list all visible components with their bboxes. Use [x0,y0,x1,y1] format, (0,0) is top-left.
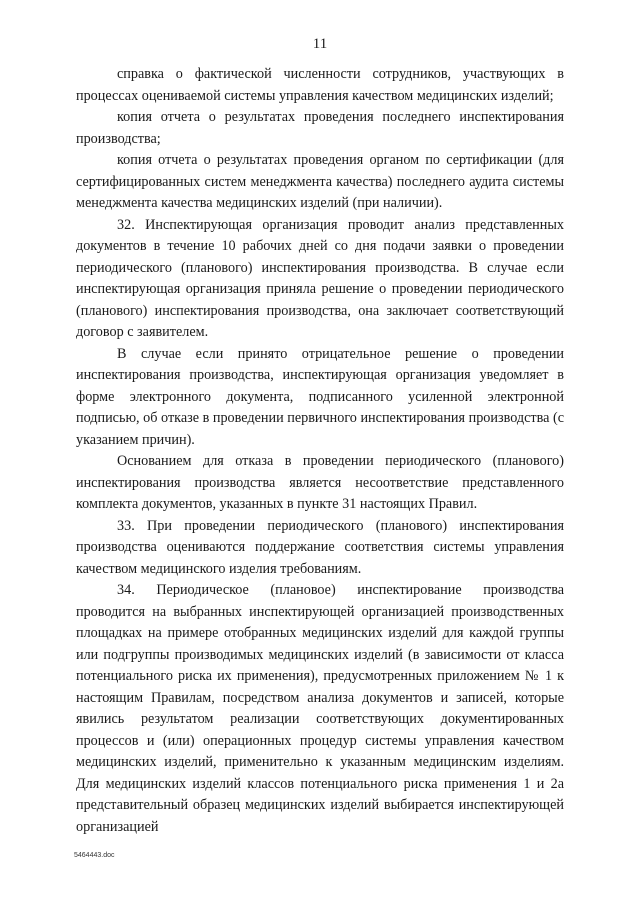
paragraph-item-32: 32. Инспектирующая организация проводит анализ представленных документов в течение 10 рабочих дней со дня подачи заявки о проведении периодического (планового) инспектирования производства. В случае если инспектирующая организация приняла решение о проведении периодического (планового) инспектирования производства, она заключает соответствующий договор с заявителем. [76,216,564,340]
page-number: 11 [312,36,328,52]
paragraph-certification-audit-report: копия отчета о результатах проведения органом по сертификации (для сертифицированных систем менеджмента качества) последнего аудита системы менеджмента качества медицинских изделий (при наличии). [76,152,564,211]
paragraph-negative-decision: В случае если принято отрицательное решение о проведении инспектирования производства, инспектирующая организация уведомляет в форме электронного документа, подписанного усиленной электронной подписью, об отказе в проведении первичного инспектирования производства (с указанием причин). [76,345,564,448]
document-body [76,64,564,838]
document-filename: 5464443.doc [74,852,115,859]
paragraph-last-inspection-report: копия отчета о результатах проведения последнего инспектирования производства; [76,109,564,147]
paragraph-item-34: 34. Периодическое (плановое) инспектирование производства проводится на выбранных инспектирующей организацией производственных площадках на примере отобранных медицинских изделий для каждой группы или подгруппы производимых медицинских изделий (в зависимости от класса потенциального риска их применения), предусмотренных приложением № 1 к настоящим Правилам, посредством анализа документов и записей, которые явились результатом реализации соответствующих документированных процессов и (или) операционных процедур системы управления качеством медицинских изделий, применительно к указанным медицинским изделиям. Для медицинских изделий классов потенциального риска применения 1 и 2а представительный образец медицинских изделий выбирается инспектирующей организацией [76,582,564,835]
paragraph-item-33: 33. При проведении периодического (планового) инспектирования производства оцениваются поддержание соответствия системы управления качеством медицинского изделия требованиям. [76,517,564,577]
paragraph-refusal-grounds: Основанием для отказа в проведении периодического (планового) инспектирования производства является несоответствие представленного комплекта документов, указанных в пункте 31 настоящих Правил. [76,453,564,512]
paragraph-staff-count: справка о фактической численности сотрудников, участвующих в процессах оцениваемой системы управления качеством медицинских изделий; [76,66,564,104]
